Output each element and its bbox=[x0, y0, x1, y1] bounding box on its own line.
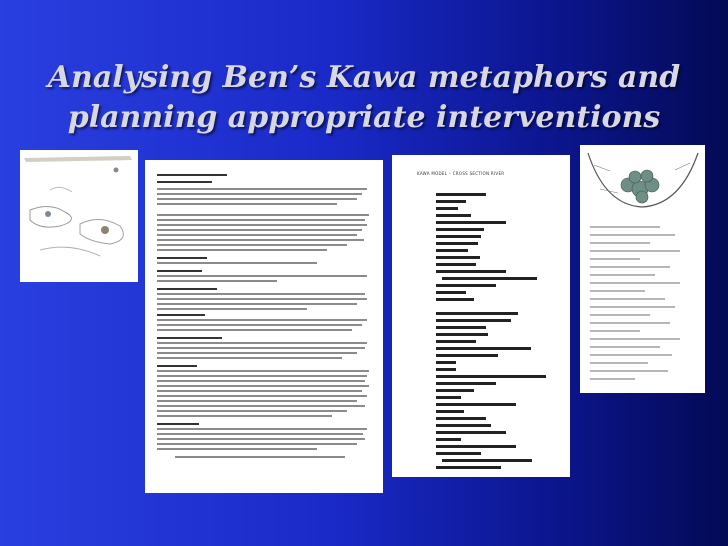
kawa-document-header: KAWA MODEL – CROSS SECTION RIVER bbox=[417, 171, 505, 176]
title-line-2: planning appropriate interventions bbox=[67, 100, 661, 135]
river-diagram-drawing bbox=[580, 145, 705, 393]
slide-title bbox=[0, 58, 728, 138]
river-cross-section-diagram bbox=[580, 145, 705, 393]
title-line-1: Analysing Ben’s Kawa metaphors and bbox=[47, 60, 681, 95]
kawa-cross-section-document bbox=[392, 155, 570, 477]
river-sketch-image bbox=[20, 150, 138, 282]
river-sketch-drawing bbox=[20, 150, 138, 282]
ben-notes-document bbox=[145, 160, 383, 493]
